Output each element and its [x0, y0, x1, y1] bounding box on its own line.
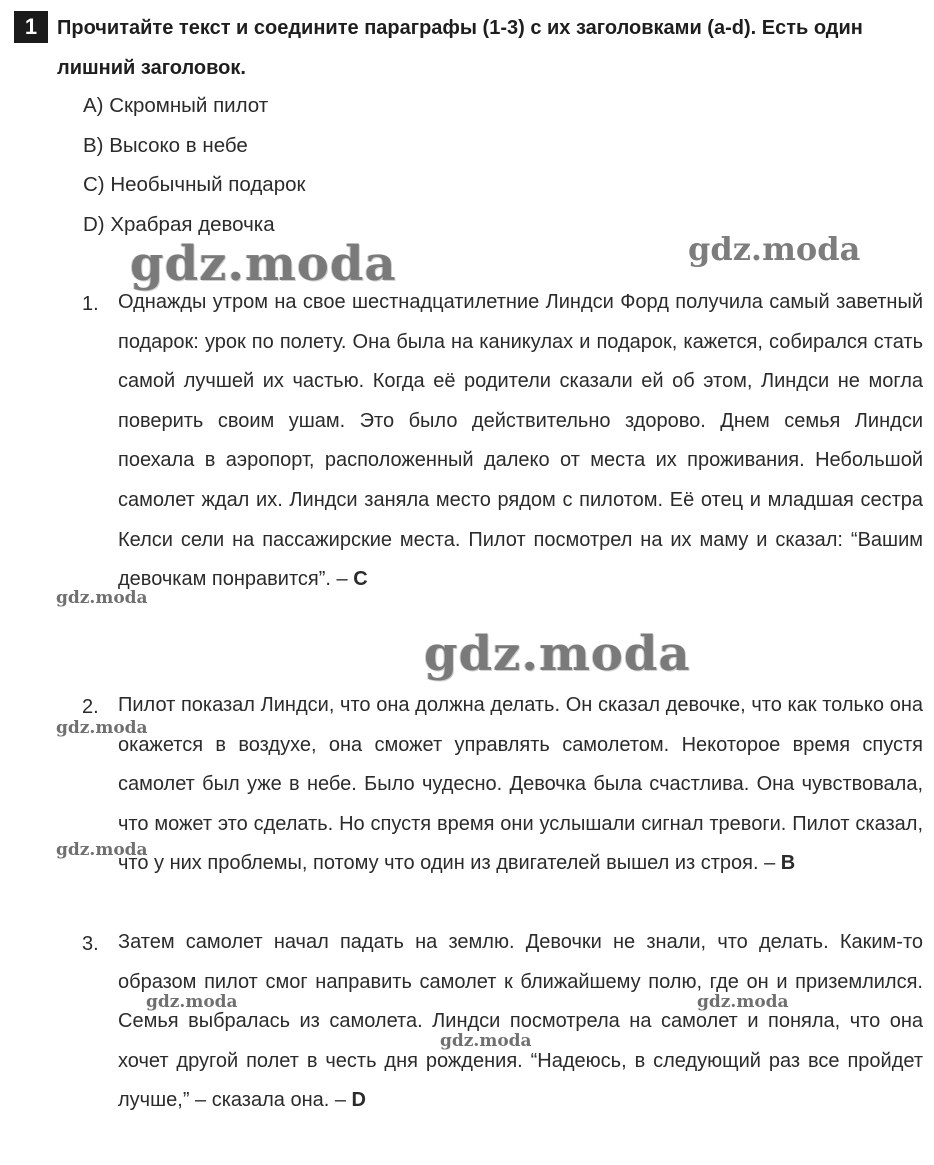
- watermark: gdz.moda: [146, 992, 238, 1012]
- heading-d: D) Храбрая девочка: [83, 213, 275, 236]
- watermark: gdz.moda: [424, 626, 691, 682]
- heading-b: B) Высоко в небе: [83, 134, 248, 157]
- paragraph-3-text: Затем самолет начал падать на землю. Девочки не знали, что делать. Каким-то образом пилот смог направить самолет к ближайшему полю, где он и приземлился. Семья выбралась из самолета. Линдси посмотрела на самолет и поняла, что она хочет другой полет в честь дня рождения. “Надеюсь, в следующий раз все пройдет лучше,” – сказала она. –: [118, 931, 923, 1112]
- paragraph-2-answer: B: [780, 852, 796, 875]
- paragraph-3: [118, 923, 923, 1121]
- paragraph-3-answer: D: [351, 1089, 366, 1112]
- task-number-badge: 1: [14, 11, 48, 43]
- heading-c: C) Необычный подарок: [83, 173, 306, 196]
- watermark: gdz.moda: [56, 840, 148, 860]
- watermark: gdz.moda: [130, 236, 397, 292]
- watermark: gdz.moda: [688, 230, 861, 268]
- task-instruction: Прочитайте текст и соедините параграфы (1-3) с их заголовками (a-d). Есть один лишний заголовок.: [57, 17, 863, 79]
- paragraph-3-number: 3.: [82, 933, 99, 955]
- paragraph-1-number: 1.: [82, 293, 99, 315]
- watermark: gdz.moda: [440, 1031, 532, 1051]
- paragraph-1-text: Однажды утром на свое шестнадцатилетние Линдси Форд получила самый заветный подарок: урок по полету. Она была на каникулах и подарок, кажется, собирался стать самой лучшей их частью. Когда её родители сказали ей об этом, Линдси не могла поверить своим ушам. Это было действительно здорово. Днем семья Линдси поехала в аэропорт, расположенный далеко от места их проживания. Небольшой самолет ждал их. Линдси заняла место рядом с пилотом. Её отец и младшая сестра Келси сели на пассажирские места. Пилот посмотрел на их маму и сказал: “Вашим девочкам понравится”. –: [118, 291, 923, 591]
- watermark: gdz.moda: [697, 992, 789, 1012]
- paragraph-1-answer: C: [353, 568, 368, 591]
- watermark: gdz.moda: [56, 718, 148, 738]
- paragraph-1: [118, 283, 923, 600]
- paragraph-2-number: 2.: [82, 696, 99, 718]
- heading-a: A) Скромный пилот: [83, 94, 269, 117]
- paragraph-2-text: Пилот показал Линдси, что она должна делать. Он сказал девочке, что как только она окажется в воздухе, она сможет управлять самолетом. Некоторое время спустя самолет был уже в небе. Было чудесно. Девочка была счастлива. Она чувствовала, что может это сделать. Но спустя время они услышали сигнал тревоги. Пилот сказал, что у них проблемы, потому что один из двигателей вышел из строя. –: [118, 694, 923, 875]
- watermark: gdz.moda: [56, 588, 148, 608]
- paragraph-2: [118, 686, 923, 884]
